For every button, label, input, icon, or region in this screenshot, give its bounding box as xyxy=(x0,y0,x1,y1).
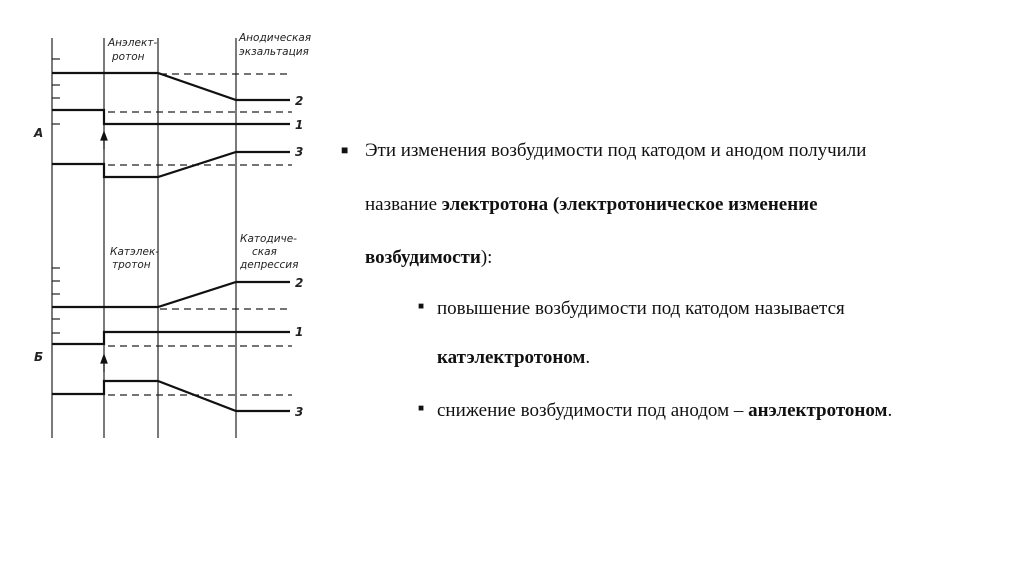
main-line-2 xyxy=(365,194,818,216)
label-anodic-exaltation: Анодическая xyxy=(239,32,312,44)
text: снижение возбудимости под анодом – xyxy=(437,400,749,421)
trace-a2 xyxy=(52,73,290,100)
label-catelectroton: Катэлек- xyxy=(110,246,160,258)
label-anodic-exaltation-2: экзальтация xyxy=(239,46,309,58)
term: возбудимости xyxy=(365,247,481,268)
time-axes xyxy=(52,38,236,438)
label-cathodic-depression-3: депрессия xyxy=(240,259,299,271)
main-line-1: Эти изменения возбудимости под катодом и анодом получили xyxy=(365,140,867,161)
text: название xyxy=(365,194,442,215)
trace-label: 3 xyxy=(295,405,304,419)
term-electroton: электротона (электротоническое изменение xyxy=(441,194,818,215)
trace-b3 xyxy=(52,381,290,411)
sub-line-2 xyxy=(437,347,590,369)
sub-line-3 xyxy=(437,400,892,422)
label-cathodic-depression-2: ская xyxy=(252,246,277,258)
panel-a-label: А xyxy=(34,126,44,140)
trace-label: 3 xyxy=(295,145,304,159)
term-catelectroton: катэлектротоном xyxy=(437,347,586,368)
trace-label: 2 xyxy=(295,276,304,290)
label-catelectroton-2: тротон xyxy=(112,259,151,271)
label-anelectroton-2: ротон xyxy=(112,51,145,63)
bullet-icon: ■ xyxy=(418,301,425,312)
panel-b-label: Б xyxy=(34,350,44,364)
text: . xyxy=(585,347,591,368)
trace-b2 xyxy=(52,282,290,307)
label-anelectroton: Анэлект- xyxy=(108,37,158,49)
ticks xyxy=(52,59,60,333)
label-cathodic-depression: Катодиче- xyxy=(240,233,297,245)
term-anelectroton: анэлектротоном xyxy=(748,400,888,421)
trace-b1 xyxy=(52,332,290,344)
trace-label: 2 xyxy=(295,94,304,108)
text: . xyxy=(887,400,893,421)
sub-line-1: повышение возбудимости под катодом называется xyxy=(437,298,845,319)
text: ): xyxy=(480,247,493,268)
trace-label: 1 xyxy=(295,118,304,132)
bullet-icon: ■ xyxy=(341,143,349,157)
trace-label: 1 xyxy=(295,325,304,339)
bullet-icon: ■ xyxy=(418,403,425,414)
main-line-3 xyxy=(365,247,492,269)
